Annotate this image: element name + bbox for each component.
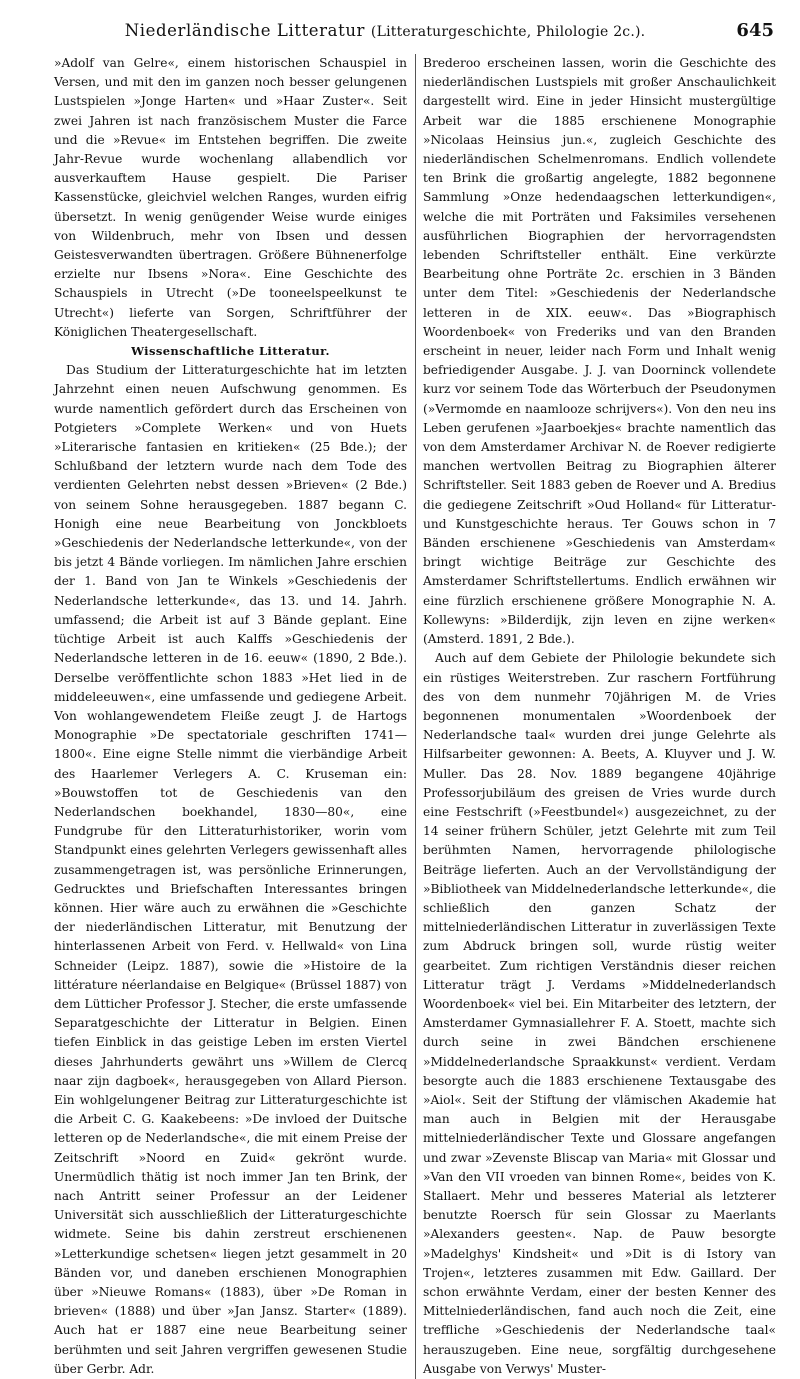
header-title: Niederländische Litteratur [124, 21, 366, 40]
paragraph: Auch auf dem Gebiete der Philologie bekundete sich ein rüstiges Weiterstreben. Zur raschern Fortführung des von dem nunmehr 70jährigen M. de Vries begonnenen monumentalen »Woordenboek der Nederlandsche taal« wurden drei junge Gelehrte als Hilfsarbeiter gewonnen: A. Beets, A. Kluyver und J. W. Muller. Das 28. Nov. 1889 begangene 40jährige Professorjubiläum des greisen de Vries wurde durch eine Festschrift (»Feestbundel«) ausgezeichnet, zu der 14 seiner frühern Schüler, jetzt Gelehrte mit zum Teil berühmten Namen, hervorragende philologische Beiträge lieferten. Auch an der Vervollständigung der »Bibliotheek van Middelnederlandsche letterkunde«, die schließlich den ganzen Schatz der mittelniederländischen Litteratur in zuverlässigen Texte zum Abdruck bringen soll, wurde rüstig weiter gearbeitet. Zum richtigen Verständnis dieser reichen Litteratur trägt J. Verdams »Middelnederlandsch Woordenboek« viel bei. Ein Mitarbeiter des letztern, der Amsterdamer Gymnasiallehrer F. A. Stoett, machte sich durch seine in zwei Bändchen erschienene »Middelnederlandsche Spraakkunst« verdient. Verdam besorgte auch die 1883 erschienene Textausgabe des »Aiol«. Seit der Stiftung der vlämischen Akademie hat man auch in Belgien mit der Herausgabe mittelniederländischer Texte und Glossare angefangen und zwar »Zevenste Bliscap van Maria« mit Glossar und »Van den VII vroeden van binnen Rome«, beides von K. Stallaert. Mehr und besseres Material als letzterer benutzte Roersch für sein Glossar zu Maerlants »Alexanders geesten«. Nap. de Pauw besorgte »Madelghys' Kindsheit« und »Dit is di Istory van Trojen«, letzteres zusammen mit Edw. Gaillard. Der schon erwähnte Verdam, einer der besten Kenner des Mittelniederländischen, fand auch noch die Zeit, eine treffliche »Geschiedenis der Nederlandsche taal« herauszugeben. Eine neue, sorgfältig durchgesehene Ausgabe von Verwys' Muster- [423, 651, 776, 1376]
header-subtitle: (Litteraturgeschichte, Philologie 2c.). [370, 24, 646, 40]
paragraph: »Adolf van Gelre«, einem historischen Schauspiel in Versen, und mit den im ganzen noch besser gelungenen Lustspielen »Jonge Harten« und »Haar Zuster«. Seit zwei Jahren ist nach französischem Muster die Farce und die »Revue« im Entstehen begriffen. Die zweite Jahr-Revue wurde wochenlang allabendlich vor ausverkauftem Hause gespielt. Die Pariser Kassenstücke, gleichviel welchen Ranges, wurden eifrig übersetzt. In wenig genügender Weise wurde einiges von Wildenbruch, mehr von Ibsen und dessen Geistesverwandten übertragen. Größere Bühnenerfolge erzielte nur Ibsens »Nora«. Eine Geschichte des Schauspiels in Utrecht (»De tooneelspeelkunst te Utrecht«) lieferte van Sorgen, Schriftführer der Königlichen Theatergesellschaft. [54, 56, 407, 339]
left-column [54, 54, 407, 1379]
paragraph: Brederoo erscheinen lassen, worin die Geschichte des niederländischen Lustspiels mit großer Anschaulichkeit dargestellt wird. Eine in jeder Hinsicht mustergültige Arbeit war die 1885 erschienene Monographie »Nicolaas Heinsius jun.«, zugleich Geschichte des niederländischen Schelmenromans. Endlich vollendete ten Brink die großartig angelegte, 1882 begonnene Sammlung »Onze hedendaagschen letterkundigen«, welche die mit Porträten und Faksimiles versehenen ausführlichen Biographien der hervorragendsten lebenden Schriftsteller enthält. Eine verkürzte Bearbeitung ohne Porträte 2c. erschien in 3 Bänden unter dem Titel: »Geschiedenis der Nederlandsche letteren in de XIX. eeuw«. Das »Biographisch Woordenboek« von Frederiks und van den Branden erscheint in neuer, leider nach Form und Inhalt wenig befriedigender Ausgabe. J. J. van Doorninck vollendete kurz vor seinem Tode das Wörterbuch der Pseudonymen (»Vermomde en naamlooze schrijvers«). Von den neu ins Leben gerufenen »Jaarboekjes« brachte namentlich das von dem Amsterdamer Archivar N. de Roever redigierte manchen wertvollen Beitrag zu Biographien älterer Schriftsteller. Seit 1883 geben de Roever und A. Bredius die gediegene Zeitschrift »Oud Holland« für Litteratur- und Kunstgeschichte heraus. Ter Gouws schon in 7 Bänden erschienene »Geschiedenis van Amsterdam« bringt wichtige Beiträge zur Geschichte des Amsterdamer Schriftstellertums. Endlich erwähnen wir eine fürzlich erschienene größere Monographie N. A. Kollewyns: »Bilderdijk, zijn leven en zijne werken« (Amsterd. 1891, 2 Bde.). [423, 56, 776, 647]
running-header [54, 14, 776, 48]
right-column [423, 54, 776, 1379]
two-column-body [54, 54, 776, 1379]
page-number: 645 [736, 20, 774, 41]
column-divider [415, 54, 416, 1379]
running-title [54, 14, 716, 49]
paragraph: Das Studium der Litteraturgeschichte hat im letzten Jahrzehnt einen neuen Aufschwung genommen. Es wurde namentlich gefördert durch das Erscheinen von Potgieters »Complete Werken« und von Huets »Literarische fantasien en kritieken« (25 Bde.); der Schlußband der letztern wurde nach dem Tode des verdienten Gelehrten nebst dessen »Brieven« (2 Bde.) von seinem Sohne herausgegeben. 1887 begann C. Honigh eine neue Bearbeitung von Jonckbloets »Geschiedenis der Nederlandsche letterkunde«, von der bis jetzt 4 Bände vorliegen. Im nämlichen Jahre erschien der 1. Band von Jan te Winkels »Geschiedenis der Nederlandsche letterkunde«, das 13. und 14. Jahrh. umfassend; die Arbeit ist auf 3 Bände geplant. Eine tüchtige Arbeit ist auch Kalffs »Geschiedenis der Nederlandsche letteren in de 16. eeuw« (1890, 2 Bde.). Derselbe veröffentlichte schon 1883 »Het lied in de middeleeuwen«, eine umfassende und gediegene Arbeit. Von wohlangewendetem Fleiße zeugt J. de Hartogs Monographie »De spectatoriale geschriften 1741—1800«. Eine eigne Stelle nimmt die vierbändige Arbeit des Haarlemer Verlegers A. C. Kruseman ein: »Bouwstoffen tot de Geschiedenis van den Nederlandschen boekhandel, 1830—80«, eine Fundgrube für den Litteraturhistoriker, worin vom Standpunkt eines gelehrten Verlegers gewissenhaft alles zusammengetragen ist, was persönliche Erinnerungen, Gedrucktes und Briefschaften Interessantes bringen können. Hier wäre auch zu erwähnen die »Geschichte der niederländischen Litteratur, mit Benutzung der hinterlassenen Arbeit von Ferd. v. Hellwald« von Lina Schneider (Leipz. 1887), sowie die »Histoire de la littérature néerlandaise en Belgique« (Brüssel 1887) von dem Lütticher Professor J. Stecher, die erste umfassende Separatgeschichte der Litteratur in Belgien. Einen tiefen Einblick in das geistige Leben im ersten Viertel dieses Jahrhunderts gewährt uns »Willem de Clercq naar zijn dagboek«, herausgegeben von Allard Pierson. Ein wohlgelungener Beitrag zur Litteraturgeschichte ist die Arbeit C. G. Kaakebeens: »De invloed der Duitsche letteren op de Nederlandsche«, die mit einem Preise der Zeitschrift »Noord en Zuid« gekrönt wurde. Unermüdlich thätig ist noch immer Jan ten Brink, der nach Antritt seiner Professur an der Leidener Universität sich ausschließlich der Litteraturgeschichte widmete. Seine bis dahin zerstreut erschienenen »Letterkundige schetsen« liegen jetzt gesammelt in 20 Bänden vor, und daneben erschienen Monographien über »Nieuwe Romans« (1883), über »De Roman in brieven« (1888) und über »Jan Jansz. Starter« (1889). Auch hat er 1887 eine neue Bearbeitung seiner berühmten und seit Jahren vergriffen gewesenen Studie über Gerbr. Adr. [54, 363, 407, 1376]
section-heading: Wissenschaftliche Litteratur. [131, 344, 330, 359]
